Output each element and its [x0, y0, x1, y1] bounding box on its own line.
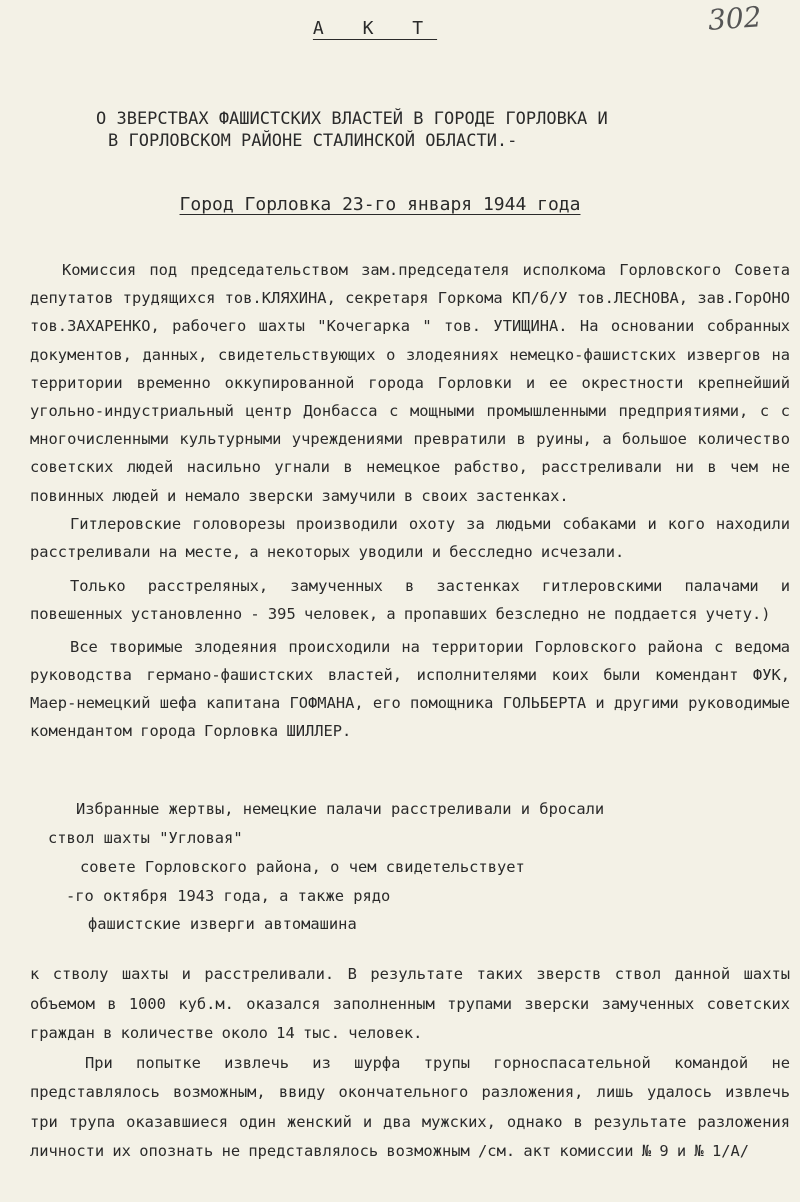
- paragraph: Все творимые злодеяния происходили на территории Горловского района с ведома руководства германо-фашистских властей, исполнителями коих были комендант ФУК, Маер-немецкий шефа капитана ГОФМАНА, его помощника ГОЛЬБЕРТА и другими руководимые комендантом города Горловка ШИЛЛЕР.: [30, 637, 790, 741]
- fragment-line: -го октября 1943 года, а также рядо: [66, 887, 391, 905]
- document-subtitle: [96, 108, 676, 152]
- subtitle-line-2: В ГОРЛОВСКОМ РАЙОНЕ СТАЛИНСКОЙ ОБЛАСТИ.-: [108, 131, 518, 151]
- page-number: 302: [706, 0, 763, 37]
- fragment-line: Избранные жертвы, немецкие палачи расстреливали и бросали: [76, 800, 605, 818]
- paragraph: к стволу шахты и расстреливали. В результате таких зверств ствол данной шахты объемом в 1000 куб.м. оказался заполненным трупами зверски замученных советских граждан в количестве около 14 тыс. человек.: [30, 965, 790, 1042]
- paragraph: Комиссия под председательством зам.председателя исполкома Горловского Совета депутатов трудящихся тов.КЛЯХИНА, секретаря Горкома КП/б/У тов.ЛЕСНОВА, зав.ГорОНО тов.ЗАХАРЕНКО, рабочего шахты "Кочегарка " тов. УТИЩИНА. На основании собранных документов, данных, свидетельствующих о злодеяниях немецко-фашистских извергов на территории временно оккупированной города Горловки и ее окрестности крепнейший угольно-индустриальный центр Донбасса с мощными промышленными предприятиями, с с многочисленными культурными учреждениями превратили в руины, а большое количество советских людей насильно угнали в немецкое рабство, расстреливали ни в чем не повинных людей и немало зверски замучили в своих застенках.: [30, 261, 790, 505]
- paragraph: При попытке извлечь из шурфа трупы горноспасательной командой не представлялось возможным, ввиду окончательного разложения, лишь удалось извлечь три трупа оказавшиеся один женский и два мужских, однако в результате разложения личности их опознать не представлялось возможным /см. акт комиссии № 9 и № 1/А/: [30, 1053, 790, 1160]
- fragment-line: фашистские изверги автомашина: [88, 915, 357, 933]
- body-text: [30, 256, 790, 745]
- paragraph: Только расстреляных, замученных в застенках гитлеровскими палачами и повешенных установленно - 395 человек, а пропавших безследно не поддается учету.): [30, 577, 790, 624]
- body-text-continued: [30, 960, 790, 1167]
- document-title: А К Т: [312, 18, 438, 39]
- paragraph: Гитлеровские головорезы производили охоту за людьми собаками и кого находили расстреливали на месте, а некоторых уводили и бесследно исчезали.: [30, 514, 790, 562]
- fragment-line: ствол шахты "Угловая": [48, 829, 243, 847]
- place-and-date: Город Горловка 23-го января 1944 года: [179, 194, 581, 215]
- fragment-line: совете Горловского района, о чем свидетельствует: [80, 858, 525, 876]
- subtitle-line-1: О ЗВЕРСТВАХ ФАШИСТСКИХ ВЛАСТЕЙ В ГОРОДЕ ГОРЛОВКА И: [96, 109, 608, 129]
